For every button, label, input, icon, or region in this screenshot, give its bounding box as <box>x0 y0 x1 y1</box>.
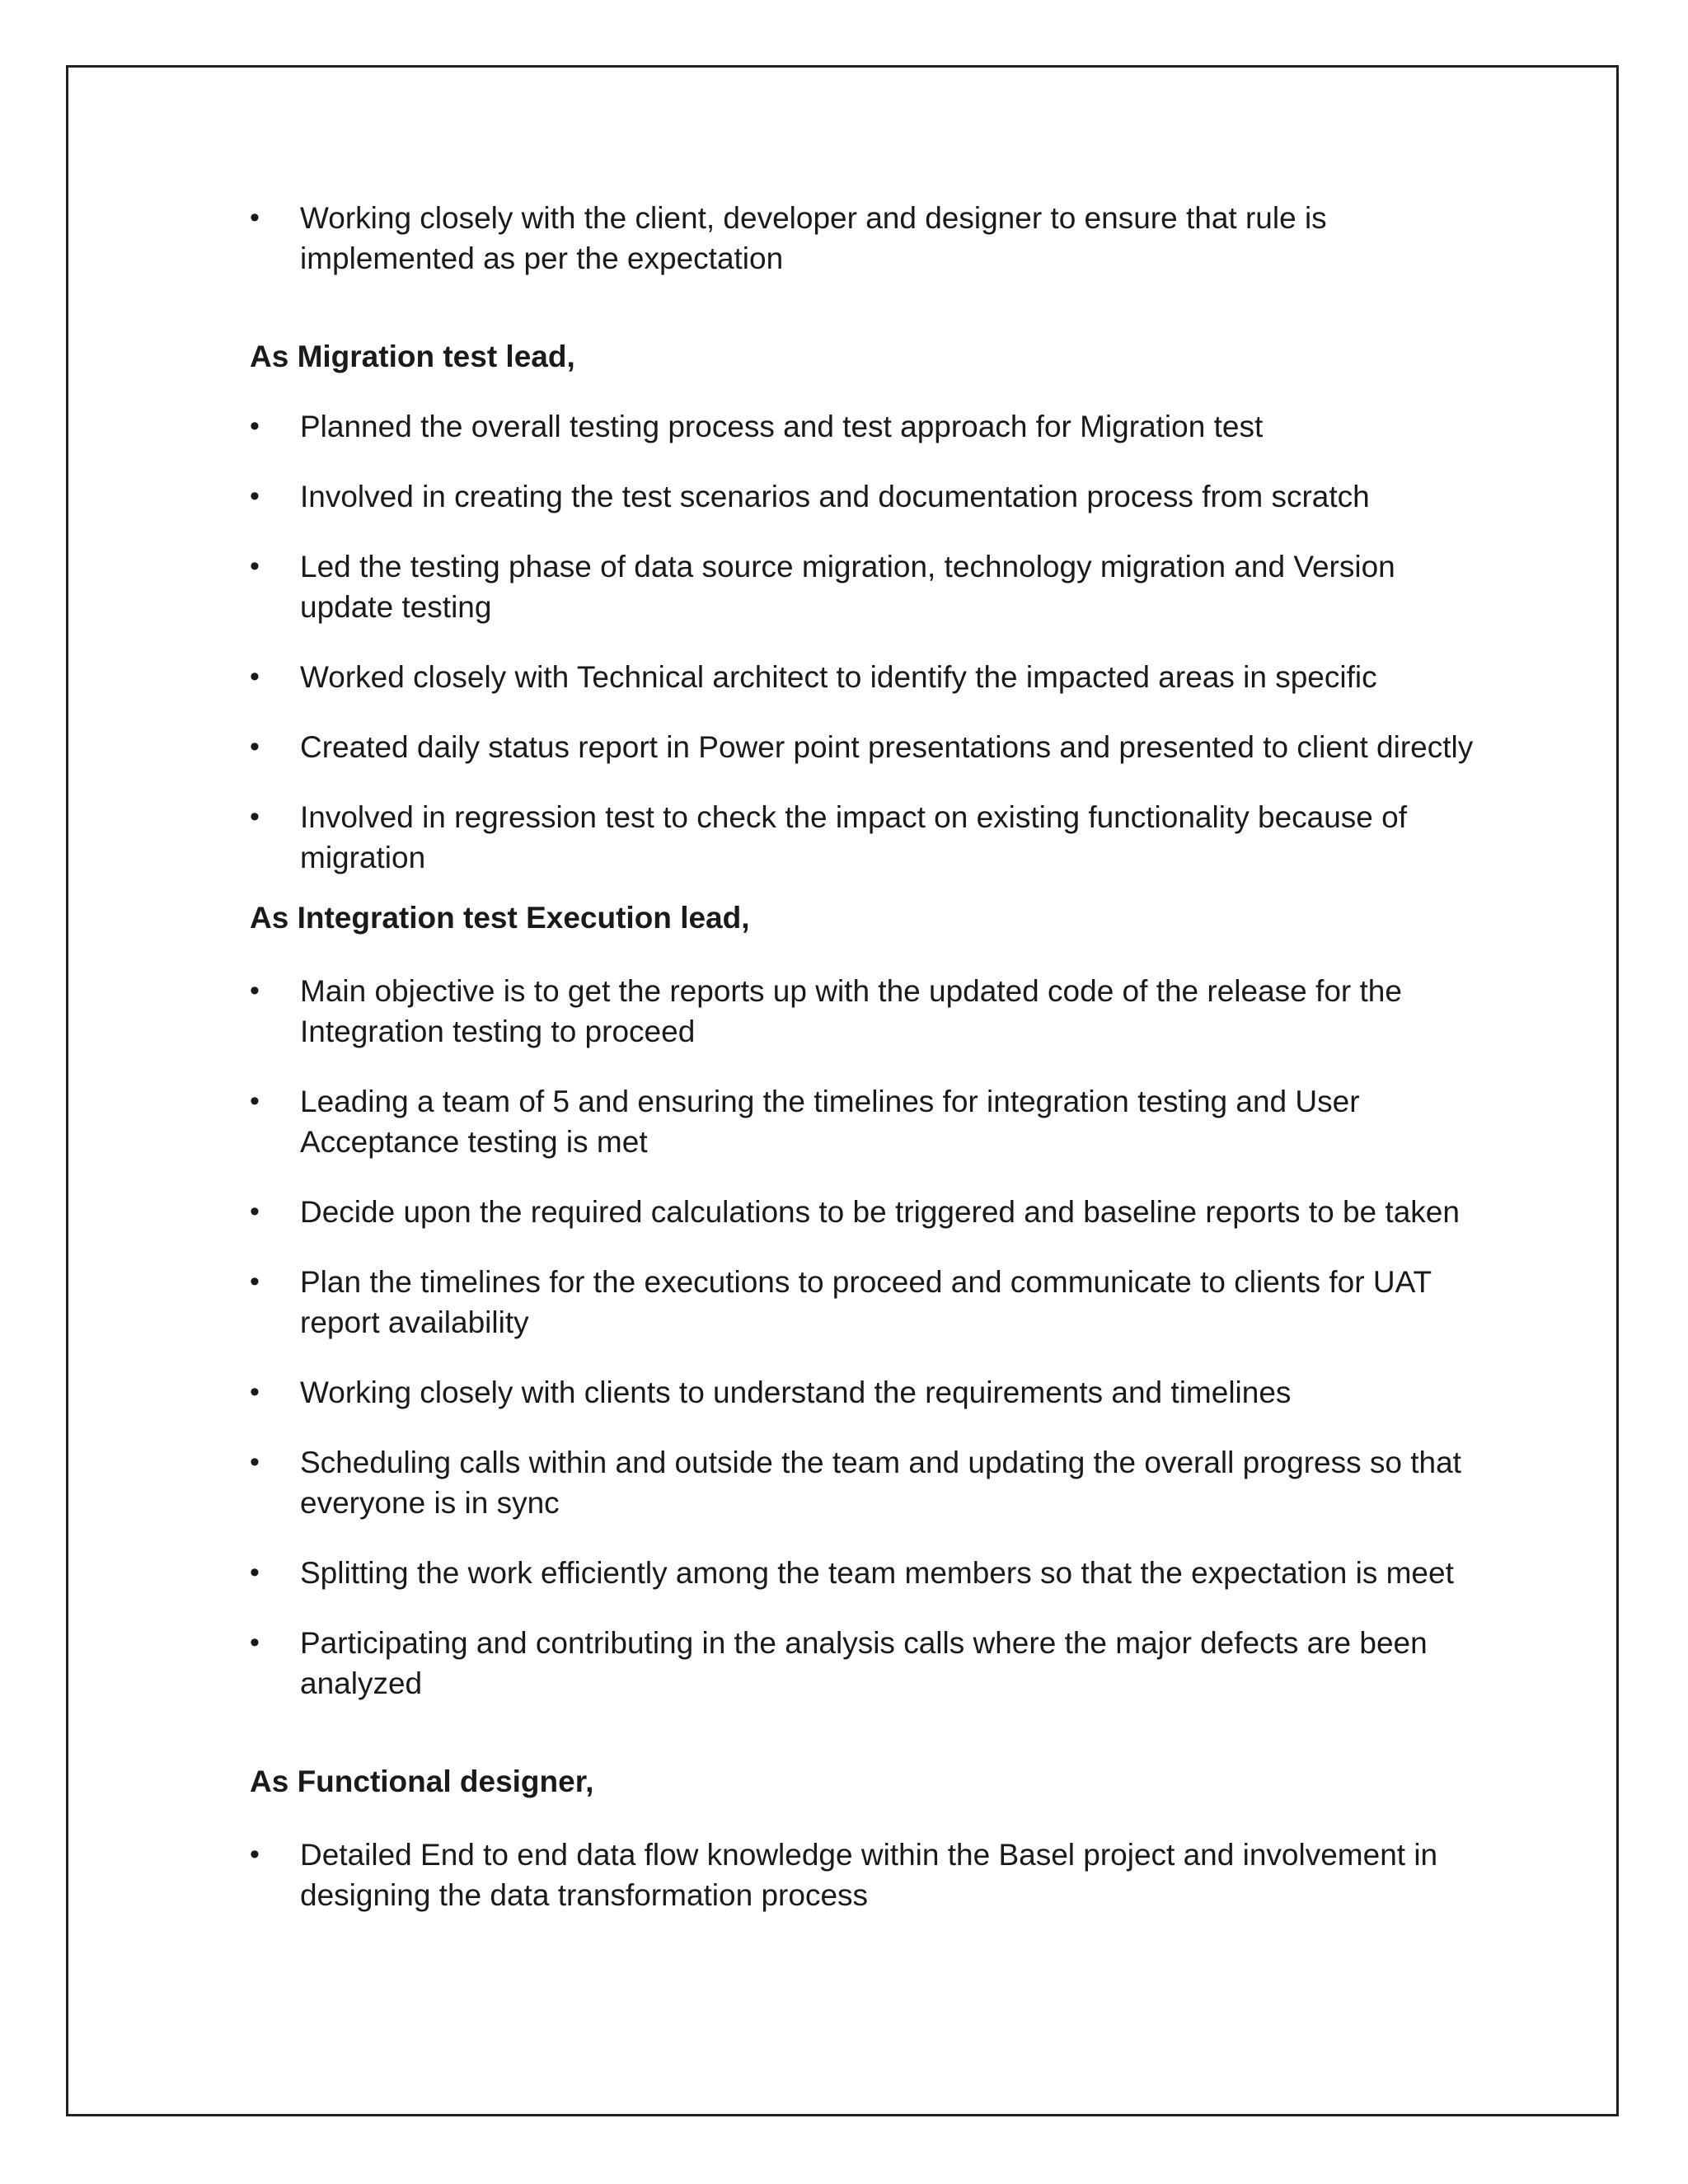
bullet-icon: • <box>250 1627 260 1658</box>
list-item-text: Planned the overall testing process and test approach for Migration test <box>300 410 1264 443</box>
list-item-text: Plan the timelines for the executions to proceed and communicate to clients for UAT report availability <box>300 1265 1432 1339</box>
list-item <box>250 727 1486 767</box>
list-item-text: Decide upon the required calculations to be triggered and baseline reports to be taken <box>300 1195 1460 1229</box>
list-item <box>250 1835 1486 1915</box>
list-item-text: Splitting the work efficiently among the team members so that the expectation is meet <box>300 1556 1454 1590</box>
list-item <box>250 657 1486 697</box>
list-item-text: Working closely with the client, developer and designer to ensure that rule is implemented as per the expectation <box>300 201 1327 275</box>
bullet-icon: • <box>250 551 260 582</box>
bullet-icon: • <box>250 975 260 1006</box>
list-item <box>250 797 1486 878</box>
bullet-icon: • <box>250 801 260 832</box>
section-heading-migration: As Migration test lead, <box>250 340 575 373</box>
document-body <box>250 198 1486 1945</box>
list-item-text: Detailed End to end data flow knowledge within the Basel project and involvement in designing the data transformation process <box>300 1838 1438 1912</box>
bullet-icon: • <box>250 1839 260 1870</box>
list-item-text: Scheduling calls within and outside the team and updating the overall progress so that everyone is in sync <box>300 1446 1461 1520</box>
list-item-text: Led the testing phase of data source migration, technology migration and Version update testing <box>300 550 1395 624</box>
bullet-icon: • <box>250 1557 260 1588</box>
list-item-text: Involved in creating the test scenarios and documentation process from scratch <box>300 480 1370 513</box>
bullet-icon: • <box>250 410 260 442</box>
bullet-icon: • <box>250 1376 260 1408</box>
list-item <box>250 546 1486 627</box>
section-heading-functional: As Functional designer, <box>250 1765 594 1798</box>
bullet-icon: • <box>250 1446 260 1478</box>
list-item-text: Involved in regression test to check the impact on existing functionality because of migration <box>300 800 1408 874</box>
list-item-text: Leading a team of 5 and ensuring the timelines for integration testing and User Acceptance testing is met <box>300 1085 1360 1159</box>
list-item-text: Working closely with clients to understand the requirements and timelines <box>300 1376 1292 1409</box>
list-item <box>250 198 1486 279</box>
list-item <box>250 1442 1486 1523</box>
list-item-text: Worked closely with Technical architect to identify the impacted areas in specific <box>300 660 1377 694</box>
bullet-icon: • <box>250 731 260 762</box>
section-heading-integration: As Integration test Execution lead, <box>250 901 750 935</box>
bullet-icon: • <box>250 1266 260 1297</box>
list-item <box>250 406 1486 447</box>
list-item <box>250 1081 1486 1162</box>
list-item-text: Main objective is to get the reports up with the updated code of the release for the Integration testing to proceed <box>300 974 1402 1048</box>
bullet-icon: • <box>250 661 260 692</box>
bullet-icon: • <box>250 480 260 512</box>
list-item <box>250 1192 1486 1232</box>
list-item <box>250 1262 1486 1343</box>
bullet-icon: • <box>250 1085 260 1117</box>
list-item <box>250 971 1486 1052</box>
list-item <box>250 1553 1486 1593</box>
list-item <box>250 1623 1486 1704</box>
list-item <box>250 1372 1486 1413</box>
list-item-text: Created daily status report in Power point presentations and presented to client directly <box>300 730 1474 764</box>
bullet-icon: • <box>250 202 260 233</box>
list-item <box>250 476 1486 517</box>
bullet-icon: • <box>250 1196 260 1227</box>
list-item-text: Participating and contributing in the analysis calls where the major defects are been analyzed <box>300 1626 1428 1700</box>
